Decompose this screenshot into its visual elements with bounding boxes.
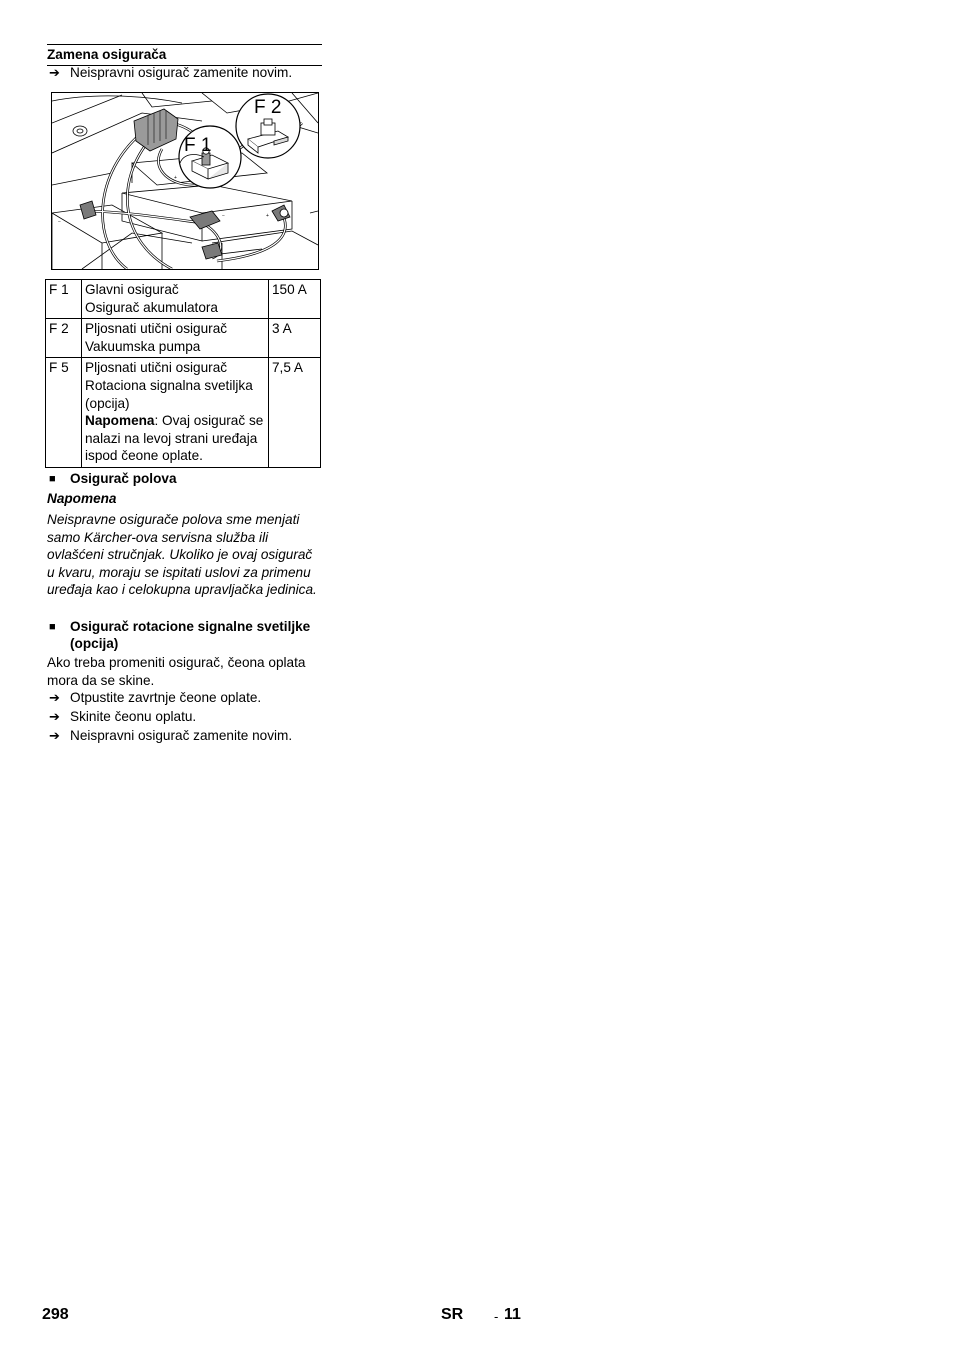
body-paragraph: Ako treba promeniti osigurač, čeona oplata mora da se skine.: [47, 655, 306, 688]
fuse-table: [45, 279, 321, 468]
subsection-heading: [47, 470, 327, 487]
label-f2: F 2: [254, 97, 282, 118]
fuse-description: [82, 319, 269, 358]
fuse-description: [82, 280, 269, 319]
fuse-id: F 1: [46, 280, 82, 319]
step-text: Otpustite zavrtnje čeone oplate.: [70, 690, 262, 705]
fuse-rating: 7,5 A: [269, 358, 321, 468]
table-row: [46, 319, 321, 358]
fuse-note-text: : Ovaj osigurač se nalazi na levoj strani uređaja ispod čeone oplate.: [85, 413, 264, 464]
note-body: Neispravne osigurače polova sme menjati samo Kärcher-ova servisna služba ili ovlašćeni stručnjak. Ukoliko je ovaj osigurač u kvaru, moraju se ispitati uslovi za primenu uređaja kao i celokupna upravljačka jedinica.: [47, 512, 317, 598]
arrow-right-icon: ➔: [49, 65, 60, 80]
label-f1: F 1: [184, 135, 212, 156]
instruction-step: [47, 64, 327, 82]
fuse-rating: 150 A: [269, 280, 321, 319]
step-text: Skinite čeonu oplatu.: [70, 709, 197, 724]
note-title: Napomena: [47, 491, 117, 506]
fuse-rating: 3 A: [269, 319, 321, 358]
svg-text:−: −: [222, 213, 225, 219]
section-title: Zamena osigurača: [47, 44, 322, 66]
fuse-type: Pljosnati utični osigurač: [85, 360, 228, 376]
fuse-location-illustration: [51, 92, 319, 270]
instruction-step: [47, 708, 327, 726]
heading-text: Osigurač polova: [70, 471, 177, 486]
arrow-right-icon: ➔: [49, 728, 60, 743]
fuse-purpose: Vakuumska pumpa: [85, 338, 201, 354]
instruction-step: [47, 727, 327, 745]
page-number: 298: [42, 1306, 69, 1323]
table-row: [46, 358, 321, 468]
fuse-id: F 2: [46, 319, 82, 358]
svg-text:+: +: [174, 175, 177, 181]
heading-text: Osigurač rotacione signalne svetiljke (opcija): [70, 619, 311, 651]
instruction-step: [47, 689, 327, 707]
step-text: Neispravni osigurač zamenite novim.: [70, 728, 293, 743]
table-row: [46, 280, 321, 319]
footer-dash: -: [494, 1309, 499, 1324]
step-text: Neispravni osigurač zamenite novim.: [70, 65, 293, 80]
language-code: SR: [441, 1306, 464, 1323]
arrow-right-icon: ➔: [49, 709, 60, 724]
section-page-number: 11: [504, 1306, 521, 1323]
fuse-id: F 5: [46, 358, 82, 468]
fuse-purpose: Rotaciona signalna svetiljka (opcija): [85, 377, 253, 411]
arrow-right-icon: ➔: [49, 690, 60, 705]
fuse-description: [82, 358, 269, 468]
square-bullet-icon: ■: [49, 621, 56, 633]
fuse-type: Glavni osigurač: [85, 282, 179, 297]
square-bullet-icon: ■: [49, 473, 56, 485]
svg-text:+: +: [266, 213, 269, 219]
fuse-type: Pljosnati utični osigurač: [85, 321, 228, 337]
fuse-note-label: Napomena: [85, 413, 155, 429]
fuse-diagram: [52, 93, 318, 269]
svg-text:−: −: [58, 219, 61, 225]
subsection-heading: [47, 618, 327, 652]
fuse-purpose: Osigurač akumulatora: [85, 299, 218, 315]
